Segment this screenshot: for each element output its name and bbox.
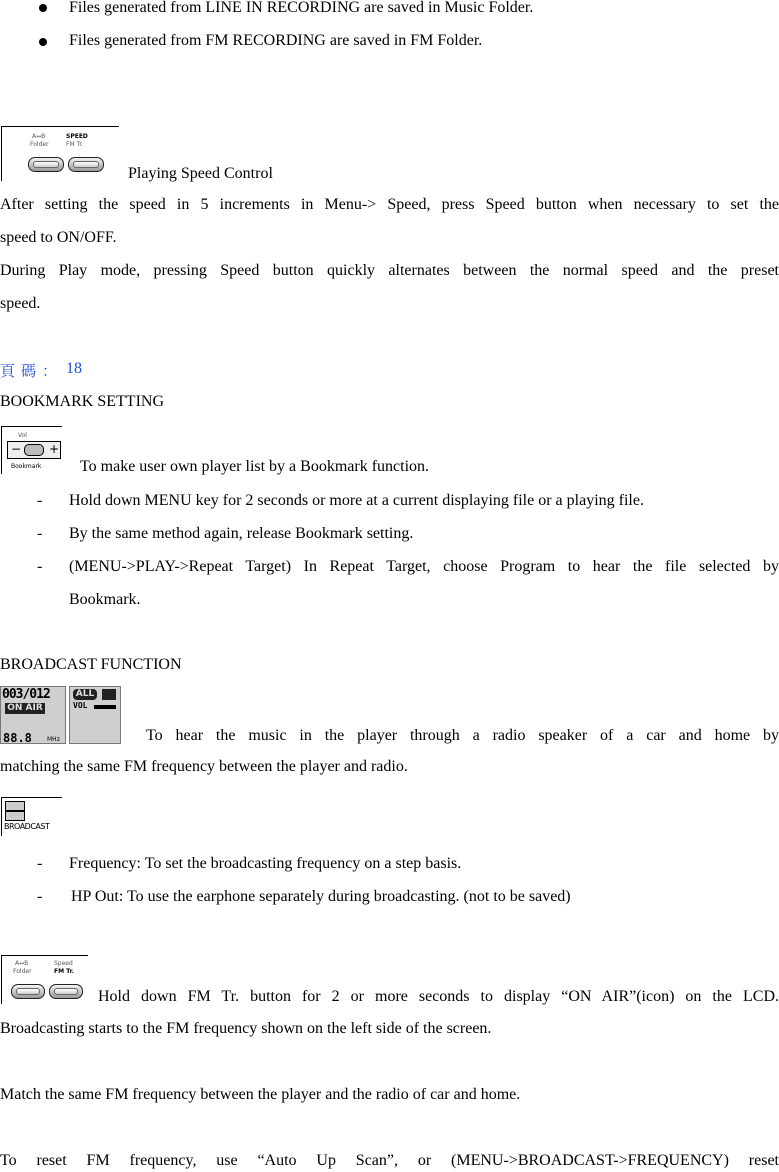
speed-button-icon (1, 126, 119, 181)
lcd-mhz: MHz (47, 736, 60, 743)
speed-label: SPEED (66, 133, 88, 140)
broadcast-item-frequency: Frequency: To set the broadcasting frequency on a step basis. (69, 855, 462, 872)
speed-para1-line2: speed to ON/OFF. (0, 229, 117, 246)
lcd-onair-screen (0, 686, 66, 744)
speed-para1-line1: After setting the speed in 5 increments in Menu-> Speed, press Speed button when necessary to set the (0, 196, 779, 213)
bullet-line-in: Files generated from LINE IN RECORDING are saved in Music Folder. (69, 0, 534, 16)
fm-tr-label: FM Tr. (66, 141, 84, 148)
broadcast-menu-label: BROADCAST (4, 822, 50, 831)
lcd-counter: 003/012 (2, 687, 50, 702)
list-dash: - (37, 492, 43, 509)
bookmark-item-2: By the same method again, release Bookmark setting. (69, 525, 414, 542)
folder-label: Folder (30, 141, 49, 148)
on-air-badge: ON AIR (5, 703, 45, 714)
speed-label: Speed (54, 960, 73, 967)
button-pill (11, 984, 45, 999)
button-pill (49, 984, 83, 999)
bookmark-caption: To make user own player list by a Bookmark function. (80, 458, 430, 475)
fm-tr-button-icon (1, 955, 88, 1004)
list-dash: - (37, 888, 43, 905)
speed-para2-line1: During Play mode, pressing Speed button quickly alternates between the normal speed and the preset (0, 262, 779, 279)
bookmark-button-icon (1, 426, 62, 474)
folder-label: Folder (13, 968, 32, 975)
list-dash: - (37, 525, 43, 542)
bookmark-item-1: Hold down MENU key for 2 seconds or more at a current displaying file or a playing file. (69, 492, 644, 509)
bookmark-heading: BOOKMARK SETTING (0, 393, 164, 410)
broadcast-hold-line2: Broadcasting starts to the FM frequency shown on the left side of the screen. (0, 1020, 492, 1037)
vol-label: Vol (18, 432, 27, 439)
broadcast-item-hp-out: HP Out: To use the earphone separately during broadcasting. (not to be saved) (71, 888, 571, 905)
button-pill (28, 157, 64, 172)
list-dash: - (37, 855, 43, 872)
broadcast-match-line: Match the same FM frequency between the player and the radio of car and home. (0, 1086, 521, 1103)
bookmark-label: Bookmark (11, 463, 42, 470)
speed-caption: Playing Speed Control (128, 165, 273, 182)
list-dash: - (37, 558, 43, 575)
vol-bar-icon (94, 705, 116, 709)
button-pill (68, 157, 104, 172)
broadcast-reset-line: To reset FM frequency, use “Auto Up Scan”, or (MENU->BROADCAST->FREQUENCY) reset (0, 1152, 779, 1169)
all-badge: ALL (73, 689, 97, 700)
vol-minus-plus-icon: − + (7, 441, 61, 459)
broadcast-intro-line1: To hear the music in the player through a radio speaker of a car and home by (146, 727, 779, 744)
menu-item-icon (5, 801, 25, 811)
menu-item-icon (5, 811, 25, 821)
fm-tr-label: FM Tr. (54, 968, 74, 975)
broadcast-hold-line1: Hold down FM Tr. button for 2 or more seconds to display “ON AIR”(icon) on the LCD. (98, 988, 779, 1005)
broadcast-menu-icon (1, 797, 62, 836)
vol-label: VOL (73, 701, 88, 710)
broadcast-heading: BROADCAST FUNCTION (0, 656, 182, 673)
lcd-frequency: 88.8 (3, 731, 32, 744)
ab-label: A↔B (15, 960, 29, 967)
ab-label: A↔B (32, 133, 46, 140)
page-marker-number: 18 (66, 360, 82, 377)
speed-para2-line2: speed. (0, 295, 41, 312)
page-marker-label: 頁碼： (0, 362, 64, 380)
bookmark-item-3: (MENU->PLAY->Repeat Target) In Repeat Target, choose Program to hear the file selected by (69, 558, 779, 575)
broadcast-intro-line2: matching the same FM frequency between the player and radio. (0, 758, 408, 775)
lcd-volume-screen (69, 686, 121, 744)
bookmark-item-3-cont: Bookmark. (69, 591, 141, 608)
bullet-dot (39, 38, 47, 46)
bullet-dot (39, 4, 47, 12)
repeat-icon (102, 689, 116, 700)
bullet-fm-recording: Files generated from FM RECORDING are saved in FM Folder. (69, 32, 483, 49)
